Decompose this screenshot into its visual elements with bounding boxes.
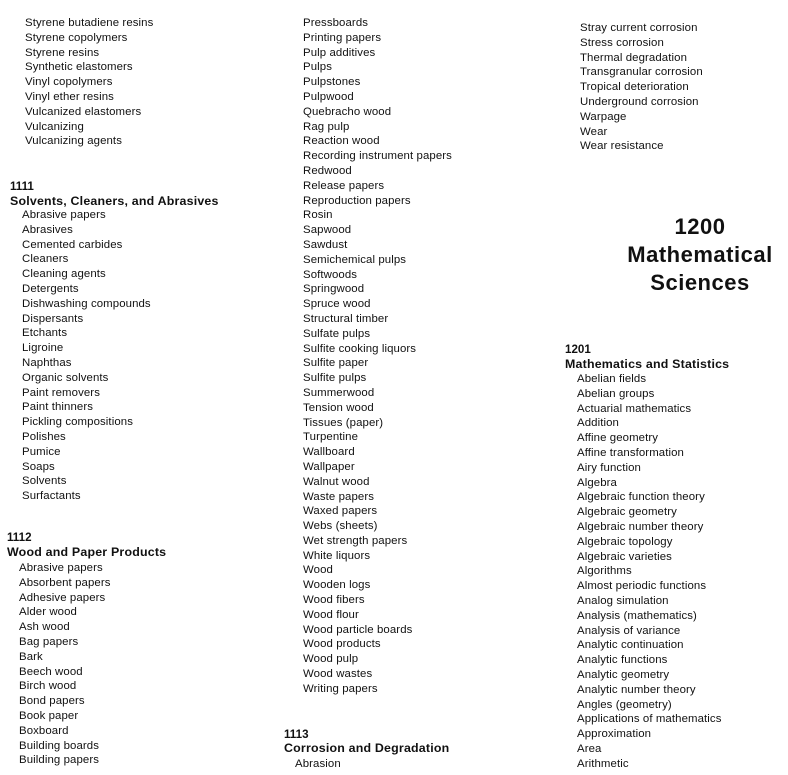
section-title: Mathematics and Statistics xyxy=(565,357,730,371)
section-code: 1111 xyxy=(10,180,34,193)
index-term: Surfactants xyxy=(22,490,81,503)
index-term: Analog simulation xyxy=(577,594,669,607)
index-term: Analysis of variance xyxy=(577,624,681,637)
index-term: Ash wood xyxy=(19,621,70,634)
division-heading xyxy=(600,213,788,297)
index-term: Naphthas xyxy=(22,356,72,369)
index-term: Spruce wood xyxy=(303,298,371,311)
index-term: Alder wood xyxy=(19,606,77,619)
index-term: Vinyl copolymers xyxy=(25,76,113,89)
index-term: White liquors xyxy=(303,549,371,562)
index-term: Quebracho wood xyxy=(303,105,392,118)
index-term: Book paper xyxy=(19,709,79,722)
index-term: Area xyxy=(577,742,602,755)
index-term: Wood xyxy=(303,564,333,577)
index-term: Applications of mathematics xyxy=(577,713,722,726)
index-term: Pumice xyxy=(22,445,61,458)
index-term: Warpage xyxy=(580,110,627,123)
index-term: Abrasion xyxy=(295,758,341,770)
index-term: Abrasive papers xyxy=(22,209,106,221)
index-term: Styrene resins xyxy=(25,46,100,59)
index-term: Redwood xyxy=(303,164,352,177)
index-term: Wallpaper xyxy=(303,460,355,473)
section-code: 1201 xyxy=(565,343,591,356)
index-term: Waste papers xyxy=(303,490,375,503)
index-term: Tissues (paper) xyxy=(303,416,384,429)
index-term: Release papers xyxy=(303,179,385,192)
index-term: Cleaning agents xyxy=(22,268,106,281)
division-title-line2: Sciences xyxy=(650,270,750,295)
division-number: 1200 xyxy=(674,214,726,239)
index-term: Pickling compositions xyxy=(22,416,133,429)
index-term: Stray current corrosion xyxy=(580,22,698,34)
index-term: Detergents xyxy=(22,282,79,295)
section-title: Wood and Paper Products xyxy=(7,545,167,559)
index-term: Semichemical pulps xyxy=(303,253,407,266)
index-term: Springwood xyxy=(303,283,365,296)
index-term: Ligroine xyxy=(22,342,64,355)
index-term: Wood flour xyxy=(303,608,359,621)
index-term: Algebraic geometry xyxy=(577,506,677,519)
index-term: Recording instrument papers xyxy=(303,150,452,163)
index-term: Softwoods xyxy=(303,268,358,281)
index-term: Styrene copolymers xyxy=(25,31,128,44)
index-term: Sulfite pulps xyxy=(303,372,367,385)
index-term: Arithmetic xyxy=(577,757,629,770)
index-term: Reproduction papers xyxy=(303,194,411,207)
index-term: Transgranular corrosion xyxy=(580,66,703,79)
continued-term-list xyxy=(25,16,153,149)
section-term-list xyxy=(295,757,341,772)
index-term: Sapwood xyxy=(303,224,352,237)
index-term: Stress corrosion xyxy=(580,36,664,49)
index-term: Wood fibers xyxy=(303,594,365,607)
section-title: Solvents, Cleaners, and Abrasives xyxy=(10,194,219,208)
index-term: Abelian fields xyxy=(577,373,647,385)
index-term: Pulpwood xyxy=(303,90,354,103)
index-term: Wood wastes xyxy=(303,668,373,681)
index-term: Thermal degradation xyxy=(580,51,688,64)
index-term: Wood products xyxy=(303,638,381,651)
index-term: Addition xyxy=(577,417,619,430)
index-term: Wood pulp xyxy=(303,653,359,666)
index-term: Dispersants xyxy=(22,312,84,325)
index-term: Etchants xyxy=(22,327,68,340)
index-term: Vinyl ether resins xyxy=(25,90,114,103)
index-term: Bark xyxy=(19,650,43,663)
index-term: Soaps xyxy=(22,460,55,473)
index-term: Algorithms xyxy=(577,565,632,578)
index-term: Paint thinners xyxy=(22,401,94,414)
index-term: Tension wood xyxy=(303,401,374,414)
index-term: Algebra xyxy=(577,476,617,489)
section-term-list xyxy=(19,561,111,768)
index-term: Dishwashing compounds xyxy=(22,297,151,310)
section-code: 1112 xyxy=(7,531,32,544)
index-term: Paint removers xyxy=(22,386,100,399)
index-term: Sawdust xyxy=(303,238,348,251)
index-term: Vulcanizing xyxy=(25,120,84,133)
index-term: Abrasives xyxy=(22,223,73,236)
index-term: Styrene butadiene resins xyxy=(25,17,154,29)
index-term: Turpentine xyxy=(303,431,359,444)
index-term: Pressboards xyxy=(303,17,369,29)
index-term: Waxed papers xyxy=(303,505,378,518)
index-term: Analytic functions xyxy=(577,654,668,667)
index-term: Bond papers xyxy=(19,695,85,708)
index-term: Wallboard xyxy=(303,446,355,459)
index-term: Rosin xyxy=(303,209,333,222)
index-term: Polishes xyxy=(22,430,66,443)
index-term: Cemented carbides xyxy=(22,238,123,251)
index-term: Wear xyxy=(580,125,608,138)
index-term: Pulp additives xyxy=(303,46,376,59)
index-term: Sulfite cooking liquors xyxy=(303,342,417,355)
index-term: Wood particle boards xyxy=(303,623,413,636)
index-term: Pulpstones xyxy=(303,76,361,89)
index-term: Approximation xyxy=(577,728,652,741)
index-term: Wooden logs xyxy=(303,579,371,592)
index-term: Abelian groups xyxy=(577,387,655,400)
index-term: Angles (geometry) xyxy=(577,698,672,711)
index-term: Algebraic number theory xyxy=(577,520,704,533)
index-term: Affine transformation xyxy=(577,446,684,459)
index-term: Webs (sheets) xyxy=(303,520,378,533)
index-term: Analytic number theory xyxy=(577,683,696,696)
index-term: Building boards xyxy=(19,739,100,752)
index-term: Writing papers xyxy=(303,682,378,695)
index-term: Cleaners xyxy=(22,253,69,266)
index-term: Wear resistance xyxy=(580,140,664,153)
section-code: 1113 xyxy=(284,728,309,741)
index-term: Solvents xyxy=(22,475,67,488)
index-term: Abrasive papers xyxy=(19,562,103,574)
index-term: Vulcanized elastomers xyxy=(25,105,142,118)
index-term: Analytic geometry xyxy=(577,668,670,681)
index-term: Adhesive papers xyxy=(19,591,106,604)
index-term: Absorbent papers xyxy=(19,576,111,589)
index-term: Birch wood xyxy=(19,680,77,693)
index-term: Bag papers xyxy=(19,635,79,648)
index-term: Underground corrosion xyxy=(580,95,699,108)
index-term: Summerwood xyxy=(303,386,375,399)
index-term: Sulfate pulps xyxy=(303,327,371,340)
section-term-list xyxy=(22,208,151,504)
index-term: Analytic continuation xyxy=(577,639,684,652)
index-term: Rag pulp xyxy=(303,120,350,133)
index-term: Building papers xyxy=(19,754,100,767)
index-term: Affine geometry xyxy=(577,432,659,445)
index-term: Reaction wood xyxy=(303,135,380,148)
index-term: Airy function xyxy=(577,461,641,474)
index-term: Vulcanizing agents xyxy=(25,135,122,148)
section-term-list xyxy=(577,372,722,772)
index-term: Algebraic varieties xyxy=(577,550,672,563)
index-term: Structural timber xyxy=(303,312,389,325)
index-term: Organic solvents xyxy=(22,371,109,384)
division-title-line1: Mathematical xyxy=(627,242,773,267)
index-term: Boxboard xyxy=(19,724,69,737)
index-term: Analysis (mathematics) xyxy=(577,609,697,622)
index-term: Walnut wood xyxy=(303,475,370,488)
index-term: Printing papers xyxy=(303,31,382,44)
index-term: Algebraic function theory xyxy=(577,491,705,504)
section-title: Corrosion and Degradation xyxy=(284,741,450,755)
continued-term-list xyxy=(580,21,703,154)
index-term: Sulfite paper xyxy=(303,357,369,370)
index-term: Beech wood xyxy=(19,665,83,678)
index-term: Tropical deterioration xyxy=(580,81,689,94)
index-term: Synthetic elastomers xyxy=(25,61,133,74)
index-term: Algebraic topology xyxy=(577,535,673,548)
index-term: Almost periodic functions xyxy=(577,580,707,593)
index-term: Pulps xyxy=(303,61,332,74)
index-term: Actuarial mathematics xyxy=(577,402,692,415)
index-term: Wet strength papers xyxy=(303,534,408,547)
continued-term-list xyxy=(303,16,452,697)
